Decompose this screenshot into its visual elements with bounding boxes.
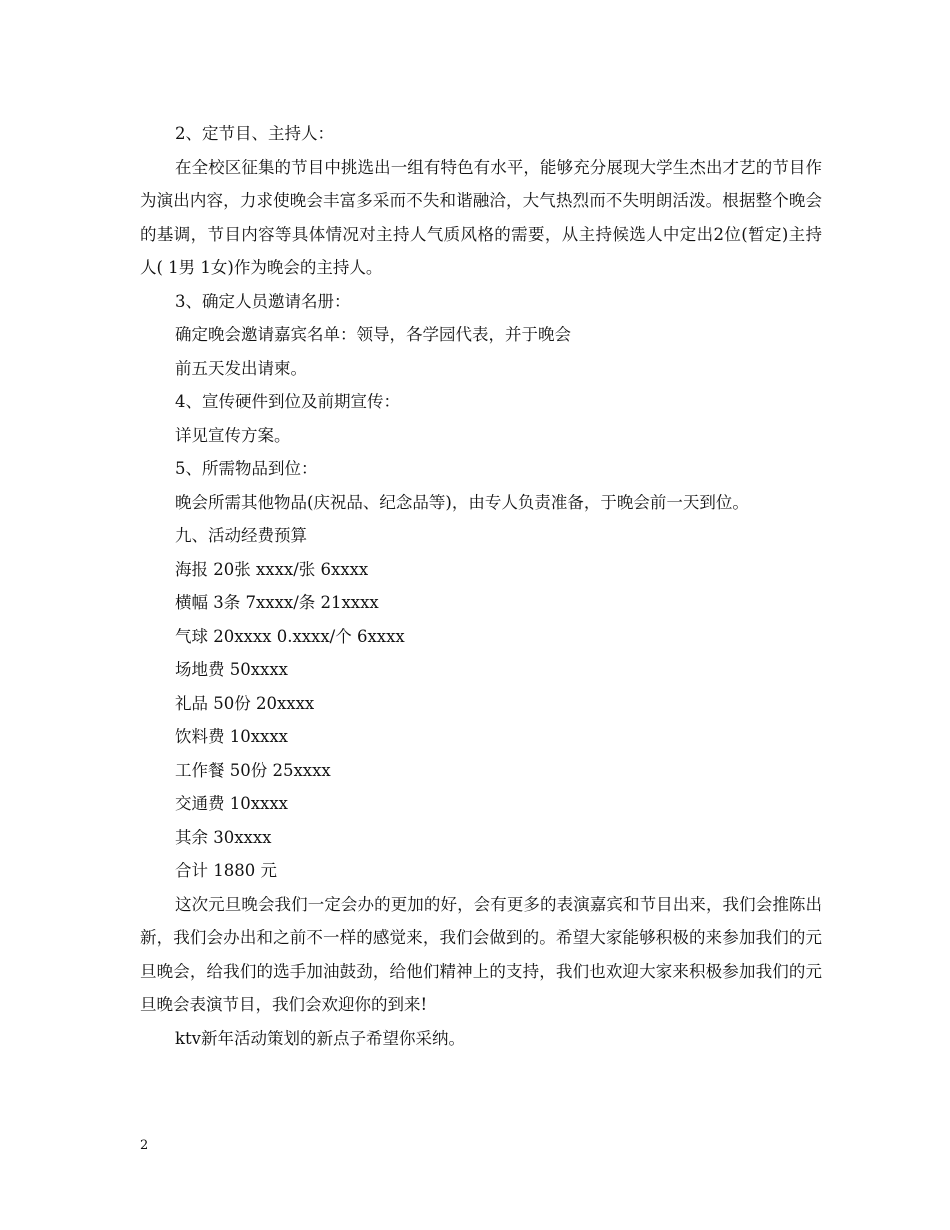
- section-2-paragraph: 在全校区征集的节目中挑选出一组有特色有水平，能够充分展现大学生杰出才艺的节目作为演出内容，力求使晚会丰富多采而不失和谐融洽，大气热烈而不失明朗活泼。根据整个晚会的基调，节目内容等具体情况对主持人气质风格的需要，从主持候选人中定出2位(暂定)主持人( 1男 1女)作为晚会的主持人。: [140, 157, 822, 277]
- budget-item: 海报 20张 xxxx/张 6xxxx: [175, 559, 369, 579]
- section-4-line: 详见宣传方案。: [175, 425, 291, 445]
- budget-item: 工作餐 50份 25xxxx: [175, 760, 331, 780]
- budget-item: 气球 20xxxx 0.xxxx/个 6xxxx: [175, 626, 405, 646]
- section-5-line: 晚会所需其他物品(庆祝品、纪念品等)，由专人负责准备，于晚会前一天到位。: [175, 492, 749, 512]
- section-3-heading: 3、确定人员邀请名册：: [175, 291, 351, 311]
- closing-paragraph: 这次元旦晚会我们一定会办的更加的好，会有更多的表演嘉宾和节目出来，我们会推陈出新，我们会办出和之前不一样的感觉来，我们会做到的。希望大家能够积极的来参加我们的元旦晚会，给我们的选手加油鼓劲，给他们精神上的支持，我们也欢迎大家来积极参加我们的元旦晚会表演节目，我们会欢迎你的到来!: [140, 894, 822, 1014]
- section-2-heading: 2、定节目、主持人：: [175, 124, 334, 143]
- final-line: ktv新年活动策划的新点子希望你采纳。: [175, 1028, 465, 1048]
- budget-item: 场地费 50xxxx: [175, 660, 288, 679]
- budget-item: 横幅 3条 7xxxx/条 21xxxx: [175, 593, 379, 612]
- section-5-heading: 5、所需物品到位：: [175, 459, 318, 478]
- budget-item: 交通费 10xxxx: [175, 794, 288, 813]
- section-3-line-2: 前五天发出请柬。: [175, 358, 307, 378]
- section-3-line-1: 确定晚会邀请嘉宾名单：领导，各学园代表，并于晚会: [175, 325, 571, 344]
- budget-item: 其余 30xxxx: [175, 827, 272, 847]
- budget-heading: 九、活动经费预算: [175, 526, 307, 545]
- budget-item: 饮料费 10xxxx: [175, 727, 288, 746]
- budget-total: 合计 1880 元: [175, 861, 277, 880]
- page-number: 2: [140, 1138, 149, 1153]
- section-4-heading: 4、宣传硬件到位及前期宣传：: [175, 392, 400, 411]
- budget-item: 礼品 50份 20xxxx: [175, 693, 315, 713]
- document-body: [140, 117, 822, 1055]
